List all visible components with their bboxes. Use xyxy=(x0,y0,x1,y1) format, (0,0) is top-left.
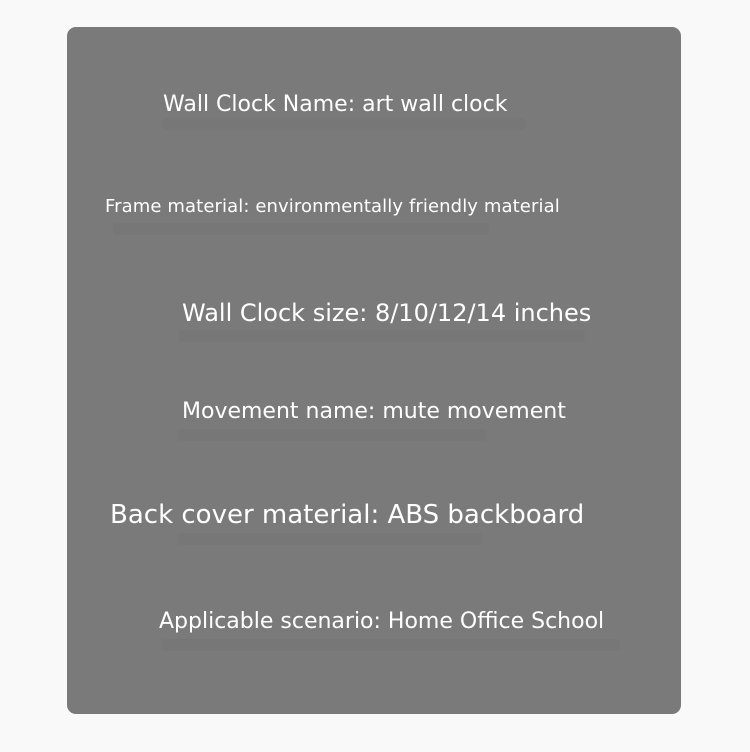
text-backdrop xyxy=(179,429,485,441)
spec-frame-material: Frame material: environmentally friendly material xyxy=(105,196,560,217)
text-backdrop xyxy=(179,330,585,342)
text-backdrop xyxy=(113,223,489,235)
spec-back-cover-material: Back cover material: ABS backboard xyxy=(110,500,585,530)
spec-wall-clock-size: Wall Clock size: 8/10/12/14 inches xyxy=(182,299,592,327)
text-backdrop xyxy=(163,118,525,130)
spec-movement-name: Movement name: mute movement xyxy=(182,399,566,424)
text-backdrop xyxy=(179,533,483,545)
spec-wall-clock-name: Wall Clock Name: art wall clock xyxy=(163,92,508,117)
text-backdrop xyxy=(163,639,620,651)
spec-applicable-scenario: Applicable scenario: Home Office School xyxy=(159,609,605,634)
